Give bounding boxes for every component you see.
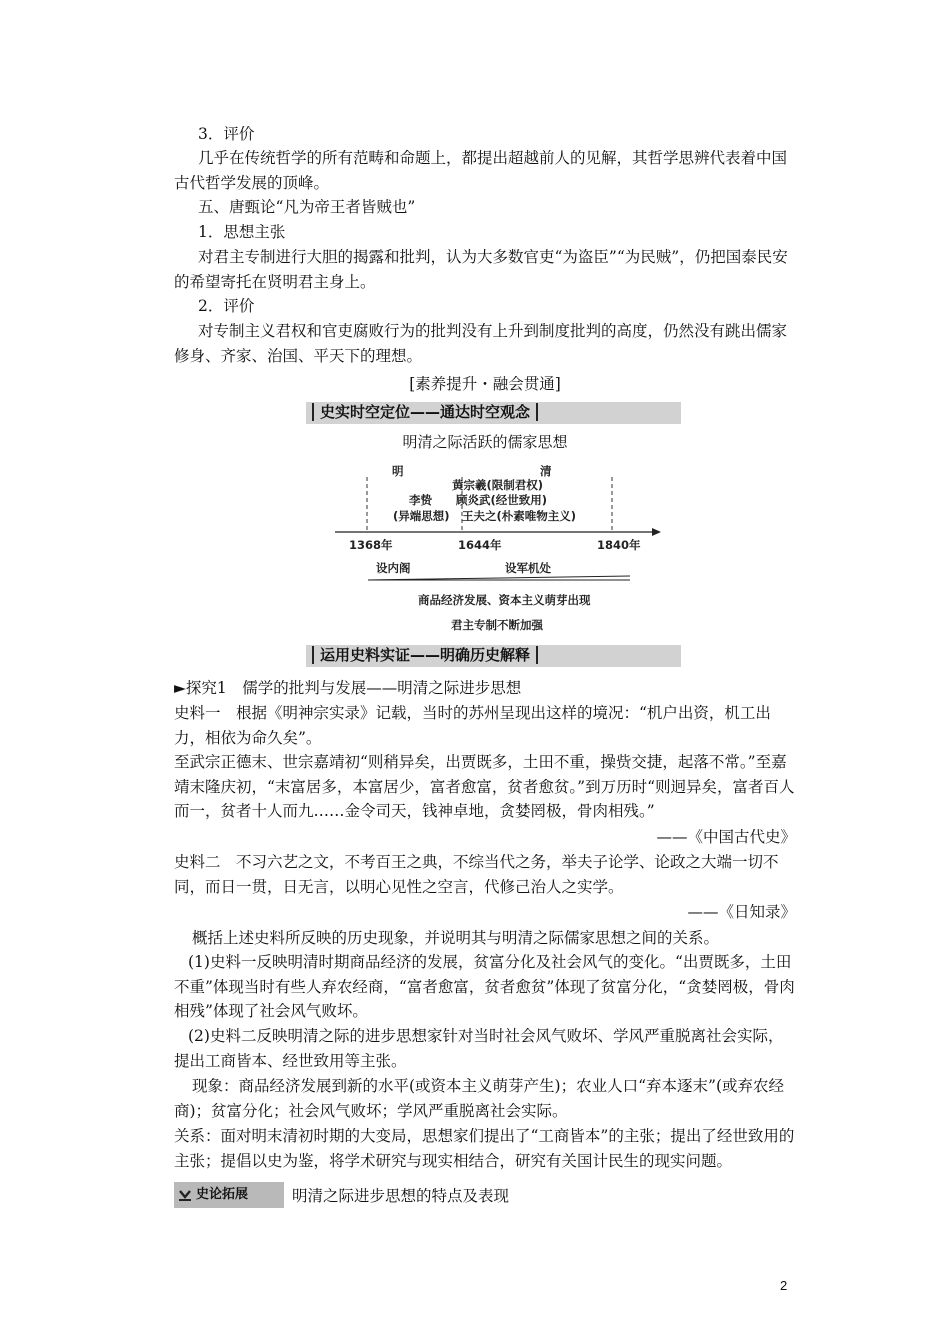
label-qing: 清 (540, 464, 552, 478)
section-bar-timeline (306, 402, 681, 424)
tag-text: 明清之际进步思想的特点及表现 (292, 1187, 510, 1205)
label-ming: 明 (392, 464, 404, 478)
tag-label: 史论拓展 (196, 1187, 249, 1202)
timeline-title: 明清之际活跃的儒家思想 (402, 433, 568, 451)
label-gu: 顾炎武(经世致用) (456, 493, 548, 507)
label-1368: 1368年 (349, 538, 393, 552)
label-junzhu: 君主专制不断加强 (451, 618, 543, 632)
label-econ: 商品经济发展、资本主义萌芽出现 (418, 593, 591, 607)
paragraph-evaluation: 几乎在传统哲学的所有范畴和命题上，都提出超越前人的见解，其哲学思辨代表着中国古代哲学发展的顶峰。 (174, 149, 788, 192)
page-number: 2 (780, 1278, 788, 1293)
answer-phenomenon: 现象：商品经济发展到新的水平(或资本主义萌芽产生)；农业人口“弃本逐末”(或弃农经商)；贫富分化；社会风气败坏；学风严重脱离社会实际。 (174, 1077, 784, 1120)
question: 概括上述史料所反映的历史现象，并说明其与明清之际儒家思想之间的关系。 (192, 929, 720, 947)
paragraph-evaluation-2: 对专制主义君权和官吏腐败行为的批判没有上升到制度批判的高度，仍然没有跳出儒家修身、齐家、治国、平天下的理想。 (174, 322, 788, 365)
answer-relation: 关系：面对明末清初时期的大变局，思想家们提出了“工商皆本”的主张；提出了经世致用的主张；提倡以史为鉴，将学术研究与现实相结合，研究有关国计民生的现实问题。 (174, 1127, 795, 1170)
axis-arrow-icon (652, 528, 661, 536)
label-1840: 1840年 (597, 538, 641, 552)
heading-evaluation-3: 3．评价 (198, 125, 255, 143)
answer-2: (2)史料二反映明清之际的进步思想家针对当时社会风气败坏、学风严重脱离社会实际，提出工商皆本、经世致用等主张。 (174, 1027, 784, 1070)
source-1-citation: ——《中国古代史》 (656, 828, 796, 846)
label-li-note: (异端思想) (393, 509, 450, 523)
source-2-citation: ——《日知录》 (687, 903, 796, 921)
source-1-body: 至武宗正德末、世宗嘉靖初“则稍异矣，出贾既多，土田不重，操赀交捷，起落不常。”至嘉靖末隆庆初，“末富居多，本富居少，富者愈富，贫者愈贫。”到万历时“则迥异矣，富者百人而一，贫者十人而九……金令司天，钱神卓地，贪婪罔极，骨肉相残。” (174, 753, 795, 820)
label-wang: 王夫之(朴素唯物主义) (462, 509, 577, 523)
source-2-body: 史料二 不习六艺之文，不考百王之典，不综当代之务，举夫子论学、论政之大端一切不同，而日一贯，日无言，以明心见性之空言，代修己治人之实学。 (174, 853, 779, 896)
heading-tang-zhen: 五、唐甄论“凡为帝王者皆贼也” (198, 198, 416, 216)
answer-1: (1)史料一反映明清时期商品经济的发展，贫富分化及社会风气的变化。“出贾既多，土田不重”体现当时有些人弃农经商，“富者愈富，贫者愈贫”体现了贫富分化，“贪婪罔极，骨肉相残”体现了社会风气败坏。 (174, 953, 795, 1020)
history-discussion-tag (174, 1182, 284, 1208)
label-junji: 设军机处 (505, 561, 551, 575)
trend-wedge (368, 576, 630, 580)
section-bar-evidence (306, 645, 681, 667)
label-neige: 设内阁 (376, 561, 411, 575)
arrow-icon (178, 1188, 192, 1202)
section-bar-label: 运用史料实证——明确历史解释 (312, 646, 538, 664)
section-bar-label: 史实时空定位——通达时空观念 (312, 403, 538, 421)
heading-evaluation-2: 2．评价 (198, 297, 255, 315)
paragraph-thought: 对君主专制进行大胆的揭露和批判，认为大多数官吏“为盗臣”“为民贼”，仍把国泰民安的希望寄托在贤明君主身上。 (174, 248, 788, 291)
explore-title: ►探究1 儒学的批判与发展——明清之际进步思想 (174, 679, 522, 697)
label-li: 李贽 (409, 493, 432, 507)
source-1-intro: 史料一 根据《明神宗实录》记载，当时的苏州呈现出这样的境况：“机户出资，机工出力，相依为命久矣”。 (174, 704, 771, 747)
label-1644: 1644年 (458, 538, 502, 552)
heading-thought: 1．思想主张 (198, 223, 286, 241)
section-header: [素养提升・融会贯通] (409, 375, 561, 393)
label-huang: 黄宗羲(限制君权) (452, 478, 544, 492)
